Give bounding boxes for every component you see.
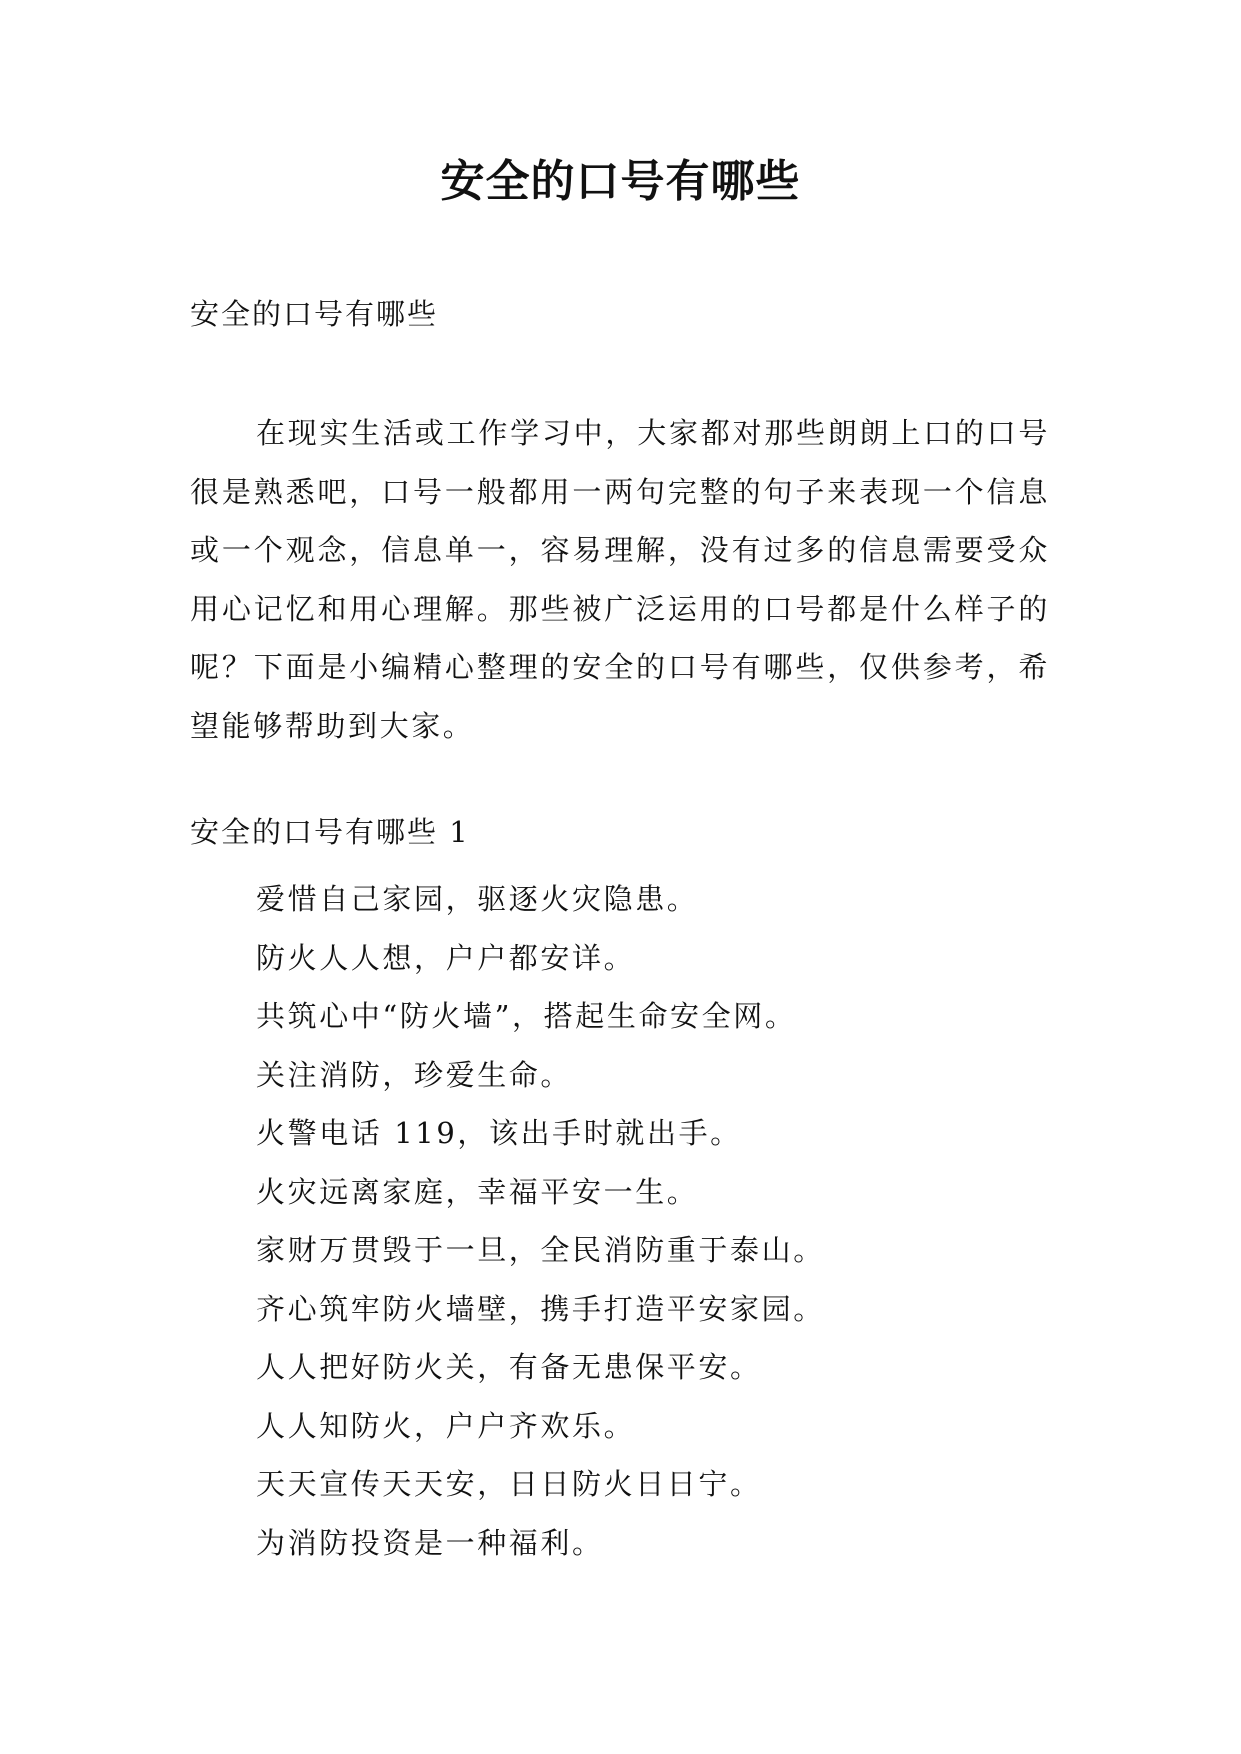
intro-paragraph: 在现实生活或工作学习中，大家都对那些朗朗上口的口号很是熟悉吧，口号一般都用一两句完整的句子来表现一个信息或一个观念，信息单一，容易理解，没有过多的信息需要受众用心记忆和用心理解。那些被广泛运用的口号都是什么样子的呢？下面是小编精心整理的安全的口号有哪些，仅供参考，希望能够帮助到大家。 [190, 416, 1050, 743]
document-subtitle: 安全的口号有哪些 [190, 297, 439, 331]
slogan-list [256, 870, 825, 1572]
slogan-item: 火灾远离家庭，幸福平安一生。 [256, 1174, 699, 1209]
slogan-item: 人人知防火，户户齐欢乐。 [256, 1408, 636, 1443]
slogan-item: 爱惜自己家园，驱逐火灾隐患。 [256, 882, 699, 916]
slogan-item: 为消防投资是一种福利。 [256, 1525, 604, 1560]
slogan-item: 家财万贯毁于一旦，全民消防重于泰山。 [256, 1233, 825, 1267]
slogan-item: 关注消防，珍爱生命。 [256, 1057, 573, 1092]
slogan-item: 天天宣传天天安，日日防火日日宁。 [256, 1467, 762, 1501]
slogan-item: 人人把好防火关，有备无患保平安。 [256, 1350, 762, 1384]
section-heading: 安全的口号有哪些 1 [190, 815, 470, 849]
document-title: 安全的口号有哪些 [440, 156, 801, 207]
slogan-item: 火警电话 119，该出手时就出手。 [256, 1116, 742, 1150]
slogan-item: 防火人人想，户户都安详。 [256, 940, 636, 975]
slogan-item: 共筑心中“防火墙”，搭起生命安全网。 [256, 999, 797, 1033]
slogan-item: 齐心筑牢防火墙壁，携手打造平安家园。 [256, 1291, 825, 1326]
